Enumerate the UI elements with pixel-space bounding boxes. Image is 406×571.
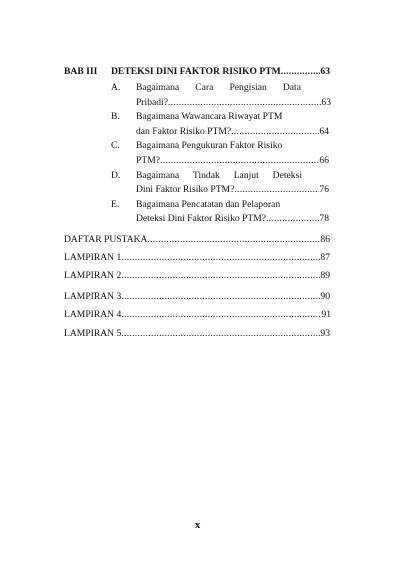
dot-leader: [234, 184, 319, 195]
section-c-line2: PTM?: [136, 155, 160, 166]
section-a-line1[interactable]: Bagaimana Cara Pengisian Data: [136, 82, 301, 93]
section-c-page: 66: [319, 155, 329, 166]
toc-entry-lampiran-2[interactable]: [64, 270, 330, 281]
dot-leader: [121, 252, 320, 263]
section-d-entry[interactable]: [136, 184, 329, 195]
chapter-title: DETEKSI DINI FAKTOR RISIKO PTM: [111, 66, 281, 77]
section-c-line1[interactable]: Bagaimana Pengukuran Faktor Risiko: [136, 140, 283, 151]
section-letter-a: A.: [111, 82, 121, 93]
entry-page: 89: [320, 270, 330, 281]
chapter-entry[interactable]: [111, 66, 330, 77]
section-letter-d: D.: [111, 170, 121, 181]
section-e-line2: Deteksi Dini Faktor Risiko PTM?: [136, 213, 267, 224]
entry-page: 91: [321, 309, 331, 320]
section-letter-c: C.: [111, 140, 120, 151]
section-d-line1[interactable]: Bagaimana Tindak Lanjut Deteksi: [136, 170, 302, 181]
dot-leader: [266, 213, 319, 224]
dot-leader: [148, 234, 321, 245]
section-a-entry[interactable]: [136, 97, 331, 108]
section-b-line1[interactable]: Bagaimana Wawancara Riwayat PTM: [136, 111, 283, 122]
chapter-label: BAB III: [64, 66, 98, 77]
toc-entry-lampiran-4[interactable]: [64, 309, 331, 320]
chapter-page: 63: [320, 66, 330, 77]
section-e-line1[interactable]: Bagaimana Pencatatan dan Pelaporan: [136, 199, 281, 210]
section-c-entry[interactable]: [136, 155, 329, 166]
section-a-line2: Pribadi?: [136, 97, 168, 108]
entry-page: 93: [320, 328, 330, 339]
entry-title: LAMPIRAN 2: [64, 270, 122, 281]
dot-leader: [121, 309, 321, 320]
section-b-entry[interactable]: [136, 126, 329, 137]
section-letter-b: B.: [111, 111, 120, 122]
entry-title: LAMPIRAN 3: [64, 291, 122, 302]
section-e-page: 78: [319, 213, 329, 224]
entry-page: 87: [320, 252, 330, 263]
section-b-page: 64: [319, 126, 329, 137]
entry-title: LAMPIRAN 4: [64, 309, 122, 320]
entry-title: LAMPIRAN 5: [64, 328, 122, 339]
entry-page: 86: [320, 234, 330, 245]
toc-entry-lampiran-5[interactable]: [64, 328, 330, 339]
section-d-line2: Dini Faktor Risiko PTM?: [136, 184, 235, 195]
section-e-entry[interactable]: [136, 213, 329, 224]
page-number: x: [195, 520, 201, 531]
dot-leader: [121, 328, 320, 339]
dot-leader: [231, 126, 319, 137]
section-d-page: 76: [319, 184, 329, 195]
toc-entry-daftar-pustaka[interactable]: [64, 234, 330, 245]
entry-title: DAFTAR PUSTAKA: [64, 234, 148, 245]
dot-leader: [121, 270, 320, 281]
entry-page: 90: [320, 291, 330, 302]
toc-entry-lampiran-3[interactable]: [64, 291, 330, 302]
section-letter-e: E.: [111, 199, 120, 210]
entry-title: LAMPIRAN 1: [64, 252, 122, 263]
dot-leader: [160, 155, 319, 166]
section-b-line2: dan Faktor Risiko PTM?: [136, 126, 232, 137]
dot-leader: [121, 291, 320, 302]
section-a-page: 63: [321, 97, 331, 108]
dot-leader: [168, 97, 321, 108]
dot-leader: [281, 66, 321, 77]
toc-entry-lampiran-1[interactable]: [64, 252, 330, 263]
